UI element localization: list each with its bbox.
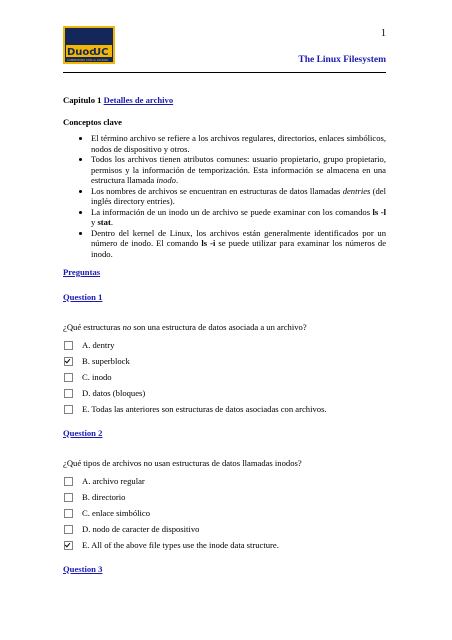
header-title: The Linux Filesystem	[298, 55, 386, 65]
checkbox[interactable]	[64, 341, 73, 350]
chapter-link[interactable]: Detalles de archivo	[103, 95, 174, 105]
concept-item: • Dentro del kernel de Linux, los archivos están generalmente identificados por un número de inodo. El comando ls -i se puede utilizar para examinar los números de inodo.	[91, 228, 386, 260]
question-3-link[interactable]: Question 3	[63, 563, 103, 574]
answer-option-label: D. datos (bloques)	[82, 388, 146, 399]
answer-option[interactable]	[63, 474, 386, 490]
preguntas-link[interactable]: Preguntas	[63, 267, 101, 277]
checkbox[interactable]	[64, 509, 73, 518]
answer-option-label: E. Todas las anteriores son estructuras de datos asociadas con archivos.	[82, 404, 327, 415]
answer-option[interactable]	[63, 490, 386, 506]
answer-option[interactable]	[63, 338, 386, 354]
page-number: 1	[381, 28, 386, 39]
svg-text:COMPROMISO CON LA CALIDAD: COMPROMISO CON LA CALIDAD	[67, 59, 109, 62]
duocuc-logo	[63, 26, 115, 64]
concept-item: • El término archivo se refiere a los archivos regulares, directorios, enlaces simbólicos, nodos de dispositivo y otros.	[91, 133, 386, 154]
key-concepts-list	[63, 133, 386, 259]
question-1-options	[63, 338, 386, 418]
answer-option[interactable]	[63, 354, 386, 370]
question-2-options	[63, 474, 386, 554]
answer-option[interactable]	[63, 538, 386, 554]
document-body	[63, 95, 386, 574]
question-2-text: ¿Qué tipos de archivos no usan estructuras de datos llamadas inodos?	[63, 458, 302, 468]
checkbox[interactable]	[64, 389, 73, 398]
answer-option[interactable]	[63, 402, 386, 418]
header-divider	[63, 72, 386, 73]
answer-option-label: C. enlace simbólico	[82, 508, 151, 519]
key-concepts-heading: Conceptos clave	[63, 116, 122, 127]
answer-option[interactable]	[63, 386, 386, 402]
answer-option-label: A. archivo regular	[82, 476, 145, 487]
checkbox[interactable]	[64, 525, 73, 534]
answer-option-label: B. directorio	[82, 492, 126, 503]
concept-item: • La información de un inodo un de archivo se puede examinar con los comandos ls -l y stat.	[91, 207, 386, 228]
concept-item: • Los nombres de archivos se encuentran en estructuras de datos llamadas dentries (del inglés directory entries).	[91, 186, 386, 207]
answer-option[interactable]	[63, 522, 386, 538]
answer-option-label: B. superblock	[82, 356, 130, 367]
question-1-text: ¿Qué estructuras no son una estructura de datos asociada a un archivo?	[63, 322, 307, 332]
question-1-link[interactable]: Question 1	[63, 291, 103, 302]
concept-item: • Todos los archivos tienen atributos comunes: usuario propietario, grupo propietario, permisos y la información de temporización. Esta información se almacena en una estructura llamada inodo.	[91, 154, 386, 186]
checkbox[interactable]	[64, 373, 73, 382]
answer-option-label: D. nodo de caracter de dispositivo	[82, 524, 200, 535]
answer-option[interactable]	[63, 506, 386, 522]
checked-checkbox[interactable]	[64, 357, 73, 366]
svg-text:UC: UC	[93, 47, 109, 58]
answer-option[interactable]	[63, 370, 386, 386]
question-2-link[interactable]: Question 2	[63, 427, 103, 438]
answer-option-label: C. inodo	[82, 372, 112, 383]
checkbox[interactable]	[64, 477, 73, 486]
answer-option-label: A. dentry	[82, 340, 115, 351]
checked-checkbox[interactable]	[64, 541, 73, 550]
answer-option-label: E. All of the above file types use the inode data structure.	[82, 540, 279, 551]
checkbox[interactable]	[64, 405, 73, 414]
chapter-heading	[63, 95, 386, 106]
chapter-prefix: Capitulo 1	[63, 95, 102, 105]
checkbox[interactable]	[64, 493, 73, 502]
svg-text:Duoc: Duoc	[67, 47, 96, 58]
